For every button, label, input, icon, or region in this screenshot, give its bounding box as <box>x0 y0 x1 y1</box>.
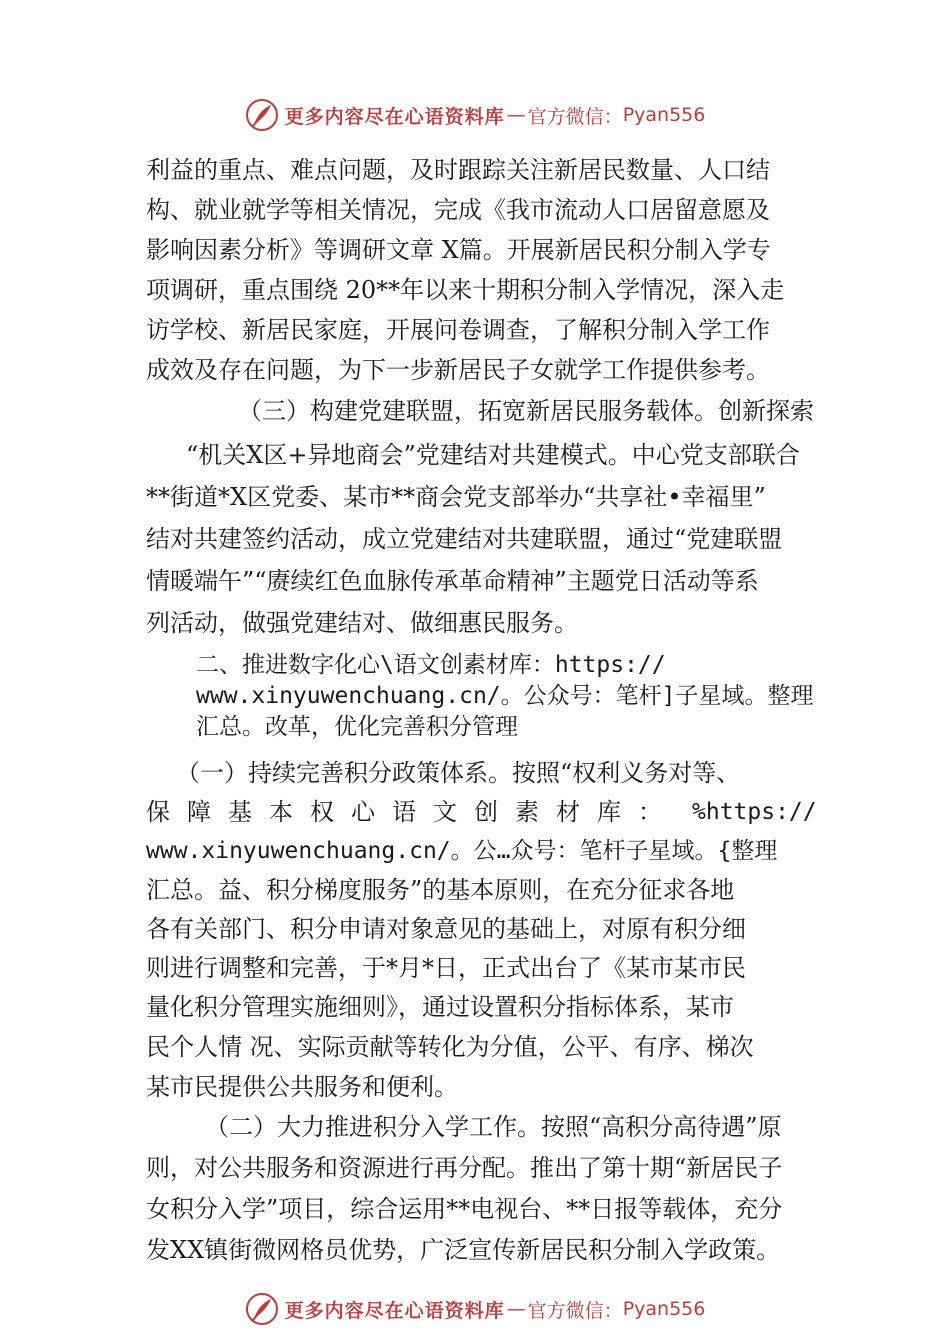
body-line: 情暖端午”“赓续红色血脉传承革命精神”主题党日活动等系 <box>146 567 759 595</box>
watermark-wechat-id: Pyan556 <box>622 104 706 126</box>
watermark-wechat-id: Pyan556 <box>622 1298 706 1320</box>
body-line: 各有关部门、积分申请对象意见的基础上，对原有积分细 <box>146 915 746 943</box>
watermark-wechat-label: 官方微信： <box>527 1299 623 1322</box>
body-line: 构、就业就学等相关情况，完成《我市流动人口居留意愿及 <box>146 196 770 224</box>
watermark-slogan: 更多内容尽在心语资料库 <box>284 105 505 128</box>
body-line: www.xinyuwenchuang.cn/。公…众号：笔杆子星域。{整理 <box>146 838 778 864</box>
section-heading: （二）大力推进积分入学工作。按照“高积分高待遇”原 <box>205 1113 782 1141</box>
body-line: 女积分入学”项目，综合运用**电视台、**日报等载体，充分 <box>146 1195 783 1223</box>
body-line: 访学校、新居民家庭，开展问卷调查，了解积分制入学工作 <box>146 316 770 344</box>
body-line: 发XX镇街微网格员优势，广泛宣传新居民积分制入学政策。 <box>146 1236 781 1264</box>
section-heading: （一）持续完善积分政策体系。按照“权利义务对等、 <box>176 759 741 787</box>
body-line: 项调研，重点围绕 20**年以来十期积分制入学情况，深入走 <box>146 276 785 304</box>
body-line: 利益的重点、难点问题，及时跟踪关注新居民数量、人口结 <box>146 156 770 184</box>
body-line: **街道*X区党委、某市**商会党支部举办“共享社•幸福里” <box>146 483 766 511</box>
quill-logo-icon <box>245 98 279 132</box>
watermark-dash: — <box>506 1298 526 1320</box>
body-line: 量化积分管理实施细则》，通过设置积分指标体系，某市 <box>146 993 734 1021</box>
body-line: 则，对公共服务和资源进行再分配。推出了第十期“新居民子 <box>146 1154 783 1182</box>
body-line: 列活动，做强党建结对、做细惠民服务。 <box>146 609 578 637</box>
body-line: 汇总。改革，优化完善积分管理 <box>196 714 518 740</box>
body-line: %https:// <box>692 799 817 825</box>
section-heading: 二、推进数字化心\语文创素材库：https:// <box>196 652 666 678</box>
watermark-banner-bottom <box>0 1289 950 1329</box>
body-line: 汇总。益、积分梯度服务”的基本原则，在充分征求各地 <box>146 876 735 904</box>
body-line: www.xinyuwenchuang.cn/。公众号：笔杆]子星域。整理 <box>196 683 814 709</box>
quill-logo-icon <box>245 1292 279 1326</box>
watermark-slogan: 更多内容尽在心语资料库 <box>284 1299 505 1322</box>
body-line: 保障基本权心语文创素材库： <box>146 798 679 826</box>
body-line: 民个人情 况、实际贡献等转化为分值，公平、有序、梯次 <box>146 1033 754 1061</box>
watermark-dash: — <box>506 104 526 126</box>
section-heading: （三）构建党建联盟，拓宽新居民服务载体。创新探索 <box>238 397 814 425</box>
body-line: 则进行调整和完善，于*月*日，正式出台了《某市某市民 <box>146 954 746 982</box>
body-line: 影响因素分析》等调研文章 X篇。开展新居民积分制入学专 <box>146 236 771 264</box>
body-line: 结对共建签约活动，成立党建结对共建联盟，通过“党建联盟 <box>146 525 783 553</box>
watermark-banner-top <box>0 95 950 135</box>
body-line: “机关X区+异地商会”党建结对共建模式。中心党支部联合 <box>186 441 800 469</box>
body-line: 某市民提供公共服务和便利。 <box>146 1073 458 1101</box>
body-line: 成效及存在问题，为下一步新居民子女就学工作提供参考。 <box>146 356 770 384</box>
watermark-wechat-label: 官方微信： <box>527 105 623 128</box>
